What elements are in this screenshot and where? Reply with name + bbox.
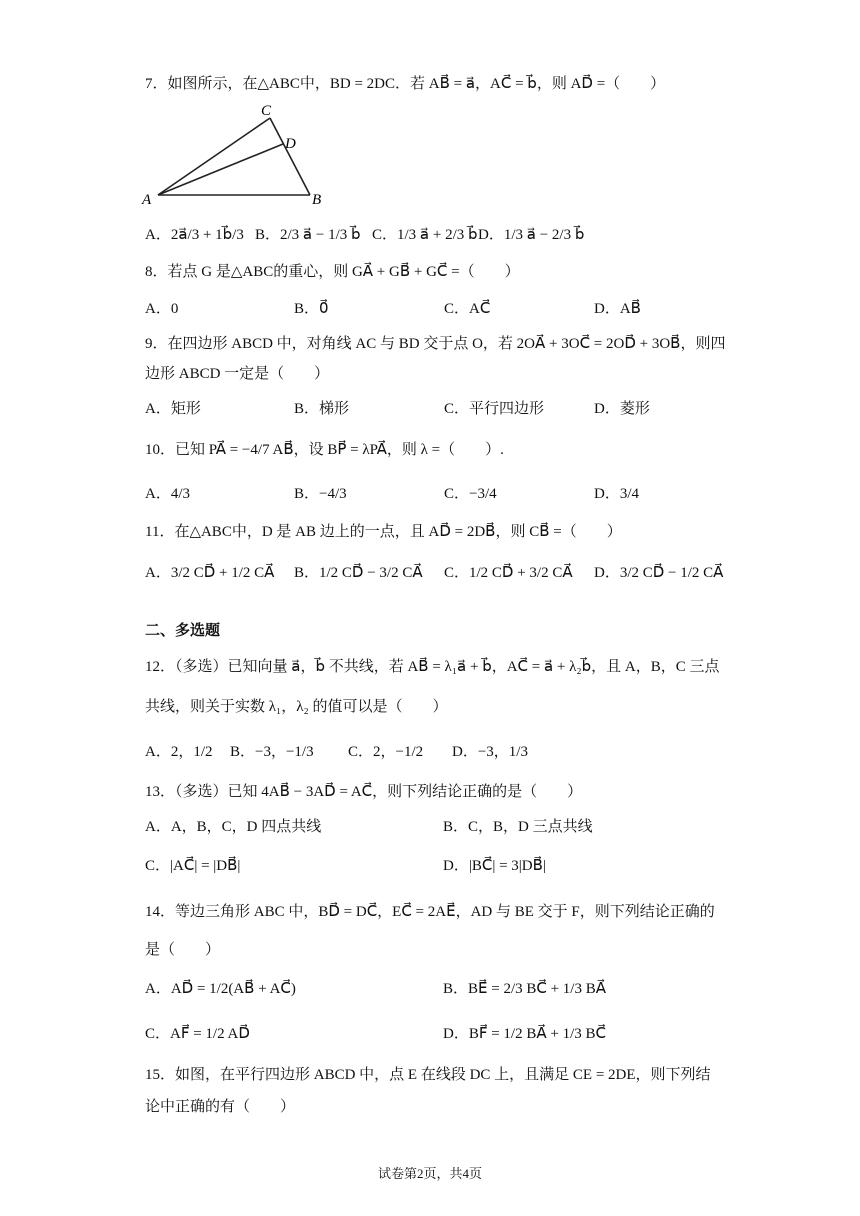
- q14-option-c[interactable]: C．AF⃗ = 1/2 AD⃗: [145, 1026, 250, 1042]
- q7-option-d[interactable]: D．1/3 a⃗ − 2/3 b⃗: [478, 227, 585, 243]
- q7-option-a[interactable]: A．2a⃗/3 + 1b⃗/3: [145, 227, 244, 243]
- q12-stem-line1: 12．（多选）已知向量 a⃗，b⃗ 不共线，若 AB⃗ = λ₁a⃗ + b⃗，AC⃗ = a⃗ + λ₂b⃗，且 A，B，C 三点: [145, 659, 720, 675]
- q13-option-b[interactable]: B．C，B，D 三点共线: [443, 819, 593, 835]
- q12-option-a[interactable]: A．2，1/2: [145, 744, 213, 760]
- q10-option-b[interactable]: B．−4/3: [294, 486, 347, 502]
- q11-option-d[interactable]: D．3/2 CD⃗ − 1/2 CA⃗: [594, 565, 724, 581]
- q8-option-b[interactable]: B．0⃗: [294, 301, 329, 317]
- page-footer: 试卷第2页，共4页: [377, 1166, 482, 1181]
- label-c: C: [261, 103, 272, 119]
- q12-option-b[interactable]: B．−3，−1/3: [230, 744, 314, 760]
- label-b: B: [312, 192, 322, 208]
- q10-option-c[interactable]: C．−3/4: [444, 486, 497, 502]
- section-title: 二、多选题: [145, 621, 221, 639]
- q8-option-c[interactable]: C．AC⃗: [444, 301, 491, 317]
- q14-stem-line1: 14．等边三角形 ABC 中，BD⃗ = DC⃗，EC⃗ = 2AE⃗，AD 与 BE 交于 F，则下列结论正确的: [145, 904, 715, 920]
- q11-option-b[interactable]: B．1/2 CD⃗ − 3/2 CA⃗: [294, 565, 423, 581]
- q13-option-d[interactable]: D．|BC⃗| = 3|DB⃗|: [443, 858, 546, 874]
- q12-option-c[interactable]: C．2，−1/2: [348, 744, 424, 760]
- side-cb: [270, 118, 310, 195]
- q9-option-c[interactable]: C．平行四边形: [444, 401, 545, 417]
- q14-option-b[interactable]: B．BE⃗ = 2/3 BC⃗ + 1/3 BA⃗: [443, 981, 606, 997]
- q13-option-a[interactable]: A．A，B，C，D 四点共线: [145, 819, 322, 835]
- q10-stem: 10．已知 PA⃗ = −4/7 AB⃗，设 BP⃗ = λPA⃗，则 λ =（ ）.: [145, 442, 504, 458]
- q8-option-d[interactable]: D．AB⃗: [594, 301, 641, 317]
- q9-option-b[interactable]: B．梯形: [294, 401, 350, 417]
- q14-option-d[interactable]: D．BF⃗ = 1/2 BA⃗ + 1/3 BC⃗: [443, 1026, 606, 1042]
- q15-stem-line2: 论中正确的有（ ）: [145, 1099, 296, 1115]
- q12-option-d[interactable]: D．−3，1/3: [452, 744, 528, 760]
- q13-option-c[interactable]: C．|AC⃗| = |DB⃗|: [145, 858, 241, 874]
- q13-stem: 13．（多选）已知 4AB⃗ − 3AD⃗ = AC⃗，则下列结论正确的是（ ）: [145, 784, 583, 800]
- label-d: D: [285, 136, 296, 152]
- q9-option-a[interactable]: A．矩形: [145, 401, 201, 417]
- q11-option-c[interactable]: C．1/2 CD⃗ + 3/2 CA⃗: [444, 565, 573, 581]
- q12-stem-line2: 共线，则关于实数 λ₁，λ₂ 的值可以是（ ）: [145, 699, 448, 715]
- q9-stem-line2: 边形 ABCD 一定是（ ）: [145, 366, 330, 382]
- q14-option-a[interactable]: A．AD⃗ = 1/2(AB⃗ + AC⃗): [145, 981, 296, 997]
- q8-option-a[interactable]: A．0: [145, 301, 179, 317]
- q7-stem: 7．如图所示，在△ABC中，BD = 2DC．若 AB⃗ = a⃗，AC⃗ = b⃗，则 AD⃗ =（ ）: [145, 76, 666, 92]
- q7-option-b[interactable]: B．2/3 a⃗ − 1/3 b⃗: [255, 227, 361, 243]
- q14-stem-line2: 是（ ）: [145, 942, 221, 958]
- q7-option-c[interactable]: C．1/3 a⃗ + 2/3 b⃗: [372, 227, 478, 243]
- q9-stem-line1: 9．在四边形 ABCD 中，对角线 AC 与 BD 交于点 O，若 2OA⃗ + 3OC⃗ = 2OD⃗ + 3OB⃗，则四: [145, 336, 726, 352]
- q11-stem: 11．在△ABC中，D 是 AB 边上的一点，且 AD⃗ = 2DB⃗，则 CB⃗ =（ ）: [145, 524, 622, 540]
- q8-stem: 8．若点 G 是△ABC的重心，则 GA⃗ + GB⃗ + GC⃗ =（ ）: [145, 264, 520, 280]
- q9-option-d[interactable]: D．菱形: [594, 401, 650, 417]
- q15-stem-line1: 15．如图，在平行四边形 ABCD 中，点 E 在线段 DC 上，且满足 CE = 2DE，则下列结: [145, 1067, 711, 1083]
- label-a: A: [142, 192, 152, 208]
- triangle-figure: [140, 100, 340, 210]
- q10-option-a[interactable]: A．4/3: [145, 486, 191, 502]
- q10-option-d[interactable]: D．3/4: [594, 486, 640, 502]
- q11-option-a[interactable]: A．3/2 CD⃗ + 1/2 CA⃗: [145, 565, 275, 581]
